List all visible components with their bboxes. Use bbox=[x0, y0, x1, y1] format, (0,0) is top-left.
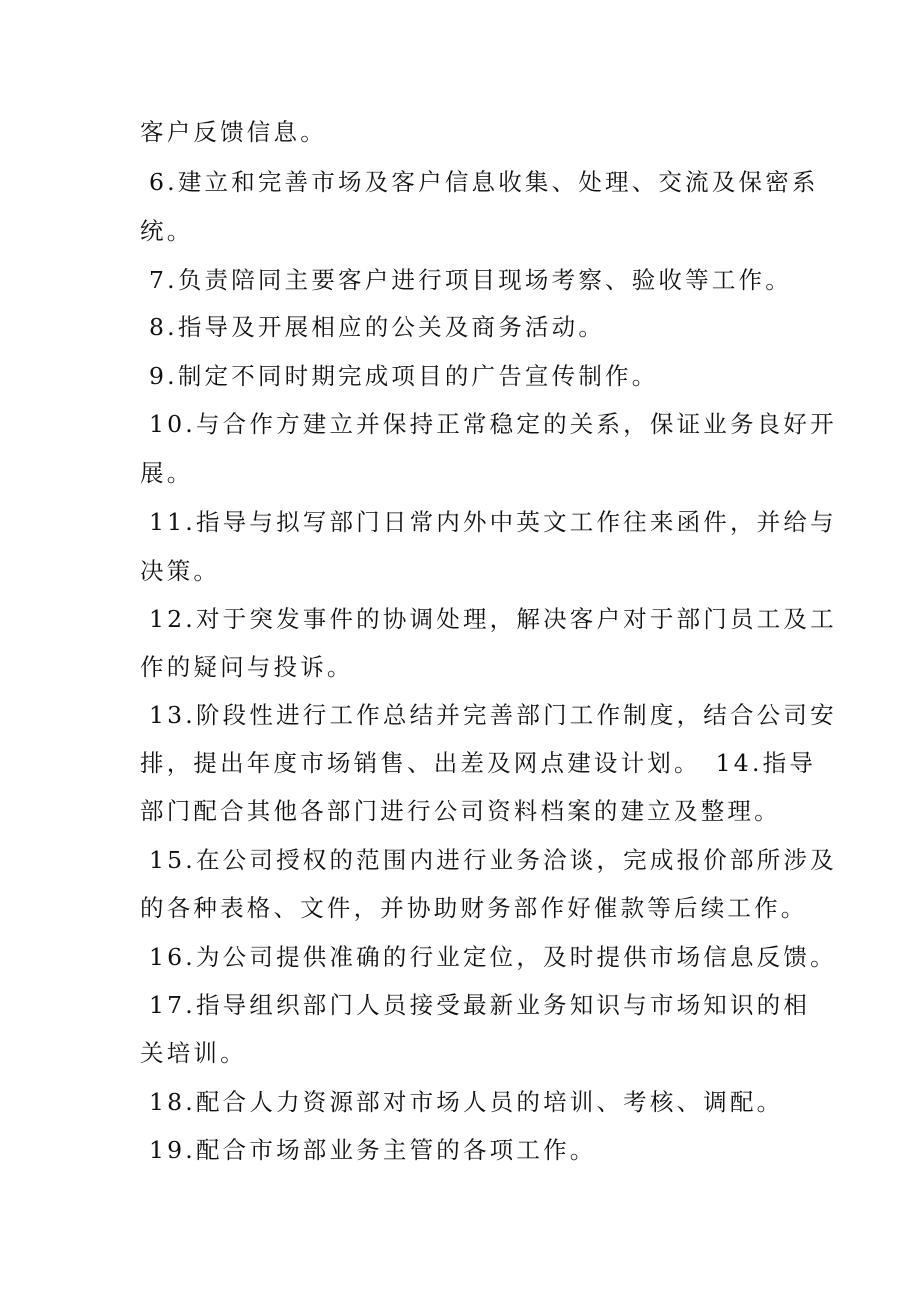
text-line: 作的疑问与投诉。 bbox=[140, 653, 354, 681]
text-line: 18.配合人力资源部对市场人员的培训、考核、调配。 bbox=[149, 1088, 784, 1116]
text-line: 排，提出年度市场销售、出差及网点建设计划。 14.指导 bbox=[140, 749, 817, 777]
text-line: 17.指导组织部门人员接受最新业务知识与市场知识的相 bbox=[149, 991, 811, 1019]
text-line: 部门配合其他各部门进行公司资料档案的建立及整理。 bbox=[140, 797, 781, 825]
text-line: 6.建立和完善市场及客户信息收集、处理、交流及保密系 bbox=[149, 168, 819, 196]
text-line: 统。 bbox=[140, 217, 194, 245]
text-line: 展。 bbox=[140, 459, 194, 487]
text-line: 10.与合作方建立并保持正常稳定的关系，保证业务良好开 bbox=[149, 410, 837, 438]
text-line: 客户反馈信息。 bbox=[140, 118, 327, 146]
text-line: 15.在公司授权的范围内进行业务洽谈，完成报价部所涉及 bbox=[149, 846, 837, 874]
text-line: 的各种表格、文件，并协助财务部作好催款等后续工作。 bbox=[140, 894, 808, 922]
text-line: 9.制定不同时期完成项目的广告宣传制作。 bbox=[149, 362, 659, 390]
text-line: 13.阶段性进行工作总结并完善部门工作制度，结合公司安 bbox=[149, 701, 837, 729]
text-line: 决策。 bbox=[140, 557, 221, 585]
text-line: 12.对于突发事件的协调处理，解决客户对于部门员工及工 bbox=[149, 605, 837, 633]
text-line: 关培训。 bbox=[140, 1039, 247, 1067]
text-line: 16.为公司提供准确的行业定位，及时提供市场信息反馈。 bbox=[149, 943, 837, 971]
text-line: 7.负责陪同主要客户进行项目现场考察、验收等工作。 bbox=[149, 266, 792, 294]
text-line: 8.指导及开展相应的公关及商务活动。 bbox=[149, 313, 606, 341]
text-line: 19.配合市场部业务主管的各项工作。 bbox=[149, 1136, 597, 1164]
text-line: 11.指导与拟写部门日常内外中英文工作往来函件，并给与 bbox=[149, 508, 837, 536]
